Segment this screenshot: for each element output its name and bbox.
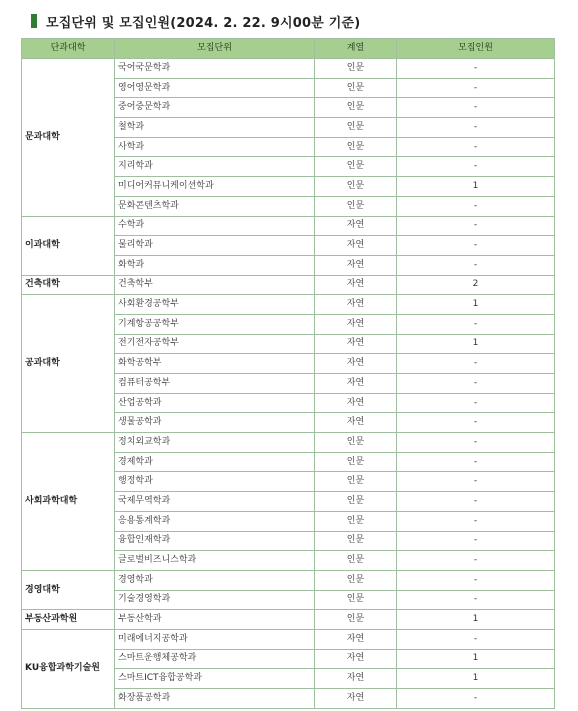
unit-cell: 철학과 (115, 118, 315, 138)
table-body (22, 59, 555, 709)
category-cell: 인문 (315, 531, 397, 551)
unit-cell: 기술경영학과 (115, 590, 315, 610)
count-cell: - (397, 511, 555, 531)
category-cell: 인문 (315, 157, 397, 177)
college-cell: 공과대학 (22, 295, 115, 433)
category-cell: 인문 (315, 472, 397, 492)
unit-cell: 기계항공공학부 (115, 314, 315, 334)
category-cell: 자연 (315, 354, 397, 374)
category-cell: 인문 (315, 59, 397, 79)
table-row (22, 275, 555, 295)
header-unit: 모집단위 (115, 39, 315, 59)
recruitment-table (21, 38, 555, 709)
college-cell: KU융합과학기술원 (22, 629, 115, 708)
category-cell: 자연 (315, 629, 397, 649)
category-cell: 인문 (315, 610, 397, 630)
category-cell: 자연 (315, 216, 397, 236)
count-cell: - (397, 472, 555, 492)
category-cell: 인문 (315, 177, 397, 197)
category-cell: 인문 (315, 511, 397, 531)
unit-cell: 전기전자공학부 (115, 334, 315, 354)
count-cell: 1 (397, 649, 555, 669)
category-cell: 인문 (315, 433, 397, 453)
category-cell: 자연 (315, 393, 397, 413)
count-cell: - (397, 78, 555, 98)
count-cell: - (397, 629, 555, 649)
unit-cell: 중어중문학과 (115, 98, 315, 118)
unit-cell: 미디어커뮤니케이션학과 (115, 177, 315, 197)
count-cell: - (397, 216, 555, 236)
category-cell: 인문 (315, 492, 397, 512)
unit-cell: 화장품공학과 (115, 689, 315, 709)
count-cell: - (397, 157, 555, 177)
unit-cell: 스마트ICT융합공학과 (115, 669, 315, 689)
count-cell: - (397, 689, 555, 709)
header-college: 단과대학 (22, 39, 115, 59)
count-cell: - (397, 570, 555, 590)
category-cell: 자연 (315, 689, 397, 709)
category-cell: 자연 (315, 314, 397, 334)
category-cell: 자연 (315, 649, 397, 669)
unit-cell: 경영학과 (115, 570, 315, 590)
unit-cell: 응용통계학과 (115, 511, 315, 531)
count-cell: - (397, 452, 555, 472)
unit-cell: 융합인재학과 (115, 531, 315, 551)
college-cell: 문과대학 (22, 59, 115, 217)
unit-cell: 물리학과 (115, 236, 315, 256)
unit-cell: 경제학과 (115, 452, 315, 472)
header-count: 모집인원 (397, 39, 555, 59)
count-cell: - (397, 196, 555, 216)
unit-cell: 사학과 (115, 137, 315, 157)
title-marker (31, 14, 37, 28)
unit-cell: 컴퓨터공학부 (115, 374, 315, 394)
category-cell: 자연 (315, 255, 397, 275)
category-cell: 인문 (315, 570, 397, 590)
count-cell: - (397, 255, 555, 275)
count-cell: - (397, 59, 555, 79)
unit-cell: 국어국문학과 (115, 59, 315, 79)
count-cell: - (397, 492, 555, 512)
unit-cell: 문화콘텐츠학과 (115, 196, 315, 216)
unit-cell: 화학과 (115, 255, 315, 275)
header-category: 계열 (315, 39, 397, 59)
count-cell: - (397, 531, 555, 551)
table-row (22, 295, 555, 315)
unit-cell: 글로벌비즈니스학과 (115, 551, 315, 571)
unit-cell: 수학과 (115, 216, 315, 236)
count-cell: 1 (397, 334, 555, 354)
unit-cell: 건축학부 (115, 275, 315, 295)
table-row (22, 629, 555, 649)
count-cell: - (397, 413, 555, 433)
unit-cell: 미래에너지공학과 (115, 629, 315, 649)
title-text: 모집단위 및 모집인원(2024. 2. 22. 9시00분 기준) (46, 15, 361, 31)
category-cell: 인문 (315, 98, 397, 118)
category-cell: 인문 (315, 78, 397, 98)
category-cell: 자연 (315, 669, 397, 689)
count-cell: 2 (397, 275, 555, 295)
count-cell: 1 (397, 610, 555, 630)
college-cell: 경영대학 (22, 570, 115, 609)
college-cell: 이과대학 (22, 216, 115, 275)
unit-cell: 행정학과 (115, 472, 315, 492)
category-cell: 자연 (315, 236, 397, 256)
unit-cell: 산업공학과 (115, 393, 315, 413)
unit-cell: 부동산학과 (115, 610, 315, 630)
category-cell: 자연 (315, 295, 397, 315)
college-cell: 부동산과학원 (22, 610, 115, 630)
unit-cell: 화학공학부 (115, 354, 315, 374)
category-cell: 인문 (315, 196, 397, 216)
table-row (22, 610, 555, 630)
count-cell: - (397, 118, 555, 138)
unit-cell: 사회환경공학부 (115, 295, 315, 315)
category-cell: 인문 (315, 452, 397, 472)
table-row (22, 433, 555, 453)
count-cell: 1 (397, 295, 555, 315)
category-cell: 인문 (315, 118, 397, 138)
table-row (22, 59, 555, 79)
table-header-row (22, 39, 555, 59)
count-cell: - (397, 314, 555, 334)
count-cell: 1 (397, 669, 555, 689)
college-cell: 건축대학 (22, 275, 115, 295)
page-title (31, 10, 360, 32)
unit-cell: 국제무역학과 (115, 492, 315, 512)
count-cell: - (397, 374, 555, 394)
unit-cell: 정치외교학과 (115, 433, 315, 453)
unit-cell: 영어영문학과 (115, 78, 315, 98)
category-cell: 자연 (315, 275, 397, 295)
count-cell: - (397, 236, 555, 256)
unit-cell: 스마트운행체공학과 (115, 649, 315, 669)
count-cell: - (397, 393, 555, 413)
category-cell: 인문 (315, 137, 397, 157)
count-cell: - (397, 433, 555, 453)
category-cell: 자연 (315, 413, 397, 433)
count-cell: - (397, 354, 555, 374)
count-cell: - (397, 137, 555, 157)
unit-cell: 지리학과 (115, 157, 315, 177)
category-cell: 인문 (315, 551, 397, 571)
count-cell: - (397, 590, 555, 610)
category-cell: 인문 (315, 590, 397, 610)
count-cell: 1 (397, 177, 555, 197)
table-row (22, 570, 555, 590)
table-row (22, 216, 555, 236)
count-cell: - (397, 98, 555, 118)
category-cell: 자연 (315, 374, 397, 394)
category-cell: 자연 (315, 334, 397, 354)
count-cell: - (397, 551, 555, 571)
college-cell: 사회과학대학 (22, 433, 115, 571)
unit-cell: 생물공학과 (115, 413, 315, 433)
